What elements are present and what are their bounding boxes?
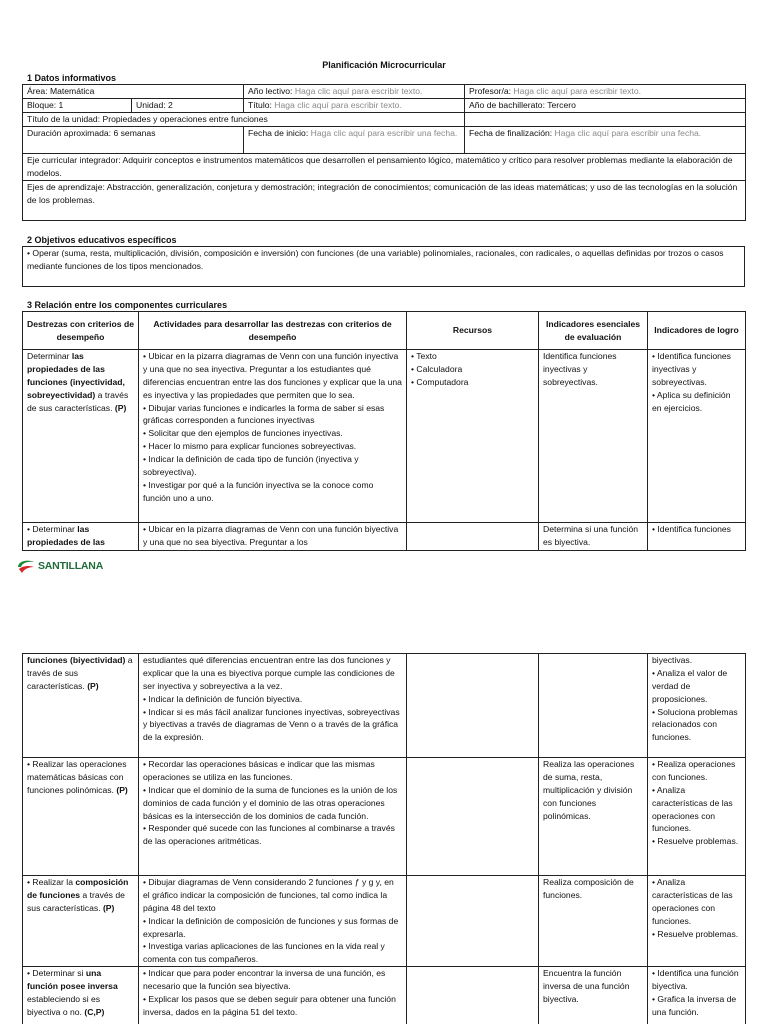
header-destrezas: Destrezas con criterios de desempeño: [23, 312, 139, 350]
actividades-cell: [139, 967, 407, 1024]
list-item: • Investiga varias aplicaciones de las funciones en la vida real y comenta con tus compañeros.: [143, 941, 385, 965]
logro-cell: [648, 876, 746, 967]
indicador-cell: [539, 654, 648, 758]
bloque-cell: Bloque: 1: [23, 99, 132, 113]
recursos-cell: [407, 967, 539, 1024]
table-row: [23, 758, 746, 876]
indicador-cell: Determina si una función es biyectiva.: [539, 523, 648, 551]
duracion-cell: Duración aproximada: 6 semanas: [23, 126, 244, 153]
list-item: • Dibujar varias funciones e indicarles la forma de saber si esas gráficas corresponden a funciones inyectivas: [143, 402, 385, 426]
list-item: • Responder qué sucede con las funciones al combinarse a través de las operaciones aritméticas.: [143, 823, 395, 847]
list-item: • Soluciona problemas relacionados con funciones.: [652, 706, 738, 743]
bachillerato-cell: Año de bachillerato: Tercero: [465, 99, 746, 113]
logro-cell: [648, 350, 746, 523]
profesor-cell[interactable]: Profesor/a: Haga clic aquí para escribir texto.: [465, 85, 746, 99]
list-item: biyectivas.: [652, 655, 693, 665]
santillana-logo-icon: [16, 558, 36, 576]
list-item: • Indicar si es más fácil analizar funciones inyectivas, sobreyectivas y biyectivas a través de diagramas de Venn o a través de la gráfica de la expresión.: [143, 706, 400, 743]
section-2-heading: 2 Objetivos educativos específicos: [27, 235, 177, 245]
list-item: • Recordar las operaciones básicas e indicar que las mismas operaciones se utiliza en las funciones.: [143, 759, 375, 782]
table-row: [23, 654, 746, 758]
list-item: • Indicar la definición de cada tipo de función (inyectiva y sobreyectiva).: [143, 454, 359, 478]
indicador-cell: Realiza composición de funciones.: [539, 876, 648, 967]
list-item: • Solicitar que den ejemplos de funciones inyectivas.: [143, 428, 343, 439]
list-item: • Ubicar en la pizarra diagramas de Venn con una función inyectiva y una que no sea inyectiva. Preguntar a los estudiantes qué diferencias encuentran entre las dos funciones y explicar que la una es inyectiva y las propiedades que permiten que lo sea.: [143, 351, 402, 400]
ejes-aprendizaje-cell: Ejes de aprendizaje: Abstracción, generalización, conjetura y demostración; integración de conocimientos; comunicación de las ideas matemáticas; y uso de las tecnologías en la solución de los problemas.: [23, 180, 746, 220]
indicador-cell: Identifica funciones inyectivas y sobreyectivas.: [539, 350, 648, 523]
destreza-cell: • Determinar si una función posee inversa estableciendo si es biyectiva o no. (C,P): [23, 967, 139, 1024]
header-indicadores-logro: Indicadores de logro: [648, 312, 746, 350]
logro-cell: [648, 967, 746, 1024]
table-row: [23, 967, 746, 1024]
eje-curricular-cell: Eje curricular integrador: Adquirir conceptos e instrumentos matemáticos que desarrollen el pensamiento lógico, matemático y crítico para resolver problemas mediante la elaboración de modelos.: [23, 153, 746, 180]
list-item: • Resuelve problemas.: [652, 836, 739, 847]
document-title: Planificación Microcurricular: [322, 60, 446, 70]
section-3-heading: 3 Relación entre los componentes curriculares: [27, 300, 228, 310]
actividades-cell: [139, 876, 407, 967]
titulo-cell[interactable]: Título: Haga clic aquí para escribir texto.: [244, 99, 465, 113]
recursos-cell: [407, 758, 539, 876]
objetivo-cell: • Operar (suma, resta, multiplicación, división, composición e inversión) con funciones (de una variable) polinomiales, racionales, con radicales, o aquellas definidas por trozos o casos mediante funciones de los tipos mencionados.: [23, 247, 745, 287]
list-item: • Indicar la definición de función biyectiva.: [143, 693, 303, 704]
recursos-cell: [407, 876, 539, 967]
actividades-cell: [139, 758, 407, 876]
fecha-fin-field[interactable]: Haga clic aquí para escribir una fecha.: [554, 127, 702, 138]
indicador-cell: Encuentra la función inversa de una función biyectiva.: [539, 967, 648, 1024]
fecha-inicio-field[interactable]: Haga clic aquí para escribir una fecha.: [310, 127, 458, 138]
titulo-field[interactable]: Haga clic aquí para escribir texto.: [274, 100, 402, 110]
destreza-cell: funciones (biyectividad) a través de sus características. (P): [23, 654, 139, 758]
list-item: • Indicar que para poder encontrar la inversa de una función, es necesario que la función sea biyectiva.: [143, 968, 386, 992]
logro-cell: [648, 654, 746, 758]
santillana-logo-text: SANTILLANA: [38, 560, 104, 573]
recursos-cell: [407, 523, 539, 551]
header-actividades: Actividades para desarrollar las destrezas con criterios de desempeño: [139, 312, 407, 350]
list-item: • Identifica funciones inyectivas y sobreyectivas.: [652, 351, 731, 387]
anio-lectivo-cell[interactable]: Año lectivo: Haga clic aquí para escribir texto.: [244, 85, 465, 99]
header-recursos: Recursos: [407, 312, 539, 350]
list-item: • Indicar que el dominio de la suma de funciones es la unión de los dominios de cada función y el dominio de las otras operaciones básicas es la intersección de los dominios de cada función.: [143, 784, 398, 821]
list-item: • Texto: [411, 351, 437, 361]
profesor-field[interactable]: Haga clic aquí para escribir texto.: [513, 86, 641, 96]
actividades-cell: [139, 350, 407, 523]
list-item: • Calculadora: [411, 363, 463, 374]
objetivos-table: [22, 246, 745, 287]
table-row: [23, 876, 746, 967]
componentes-table: [22, 311, 746, 551]
list-item: • Analiza el valor de verdad de proposiciones.: [652, 667, 728, 704]
datos-informativos-table: [22, 84, 746, 221]
list-item: estudiantes qué diferencias encuentran entre las dos funciones y explicar que la una es biyectiva porque cumple las condiciones de ser inyectiva y sobreyectiva a la vez.: [143, 655, 395, 691]
list-item: • Investigar por qué a la función inyectiva se la conoce como función uno a uno.: [143, 479, 374, 503]
titulo-unidad-cell: Título de la unidad: Propiedades y operaciones entre funciones: [23, 113, 465, 127]
list-item: • Indicar la definición de composición de funciones y sus formas de expresarla.: [143, 915, 399, 939]
list-item: • Explicar los pasos que se deben seguir para obtener una función inversa, dados en la página 51 del texto.: [143, 994, 396, 1017]
header-indicadores-esenciales: Indicadores esenciales de evaluación: [539, 312, 648, 350]
area-cell: Área: Matemática: [23, 85, 244, 99]
recursos-cell: [407, 350, 539, 523]
logro-cell: • Identifica funciones: [648, 523, 746, 551]
componentes-table-continued: [22, 653, 746, 1024]
area-value: Matemática: [49, 86, 95, 96]
fecha-inicio-cell[interactable]: Fecha de inicio: Haga clic aquí para escribir una fecha.: [244, 126, 465, 153]
anio-lectivo-field[interactable]: Haga clic aquí para escribir texto.: [294, 86, 423, 96]
list-item: • Identifica una función biyectiva.: [652, 968, 739, 992]
list-item: • Aplica su definición en ejercicios.: [652, 389, 731, 413]
actividades-cell: • Ubicar en la pizarra diagramas de Venn con una función biyectiva y una que no sea biyectiva. Preguntar a los: [139, 523, 407, 551]
recursos-cell: [407, 654, 539, 758]
table-row: [23, 523, 746, 551]
fecha-fin-cell[interactable]: Fecha de finalización: Haga clic aquí para escribir una fecha.: [465, 126, 746, 153]
santillana-logo: [16, 558, 103, 576]
destreza-cell: • Determinar las propiedades de las: [23, 523, 139, 551]
list-item: • Hacer lo mismo para explicar funciones sobreyectivas.: [143, 441, 357, 452]
list-item: • Realiza operaciones con funciones.: [652, 759, 736, 782]
list-item: • Analiza características de las operaciones con funciones.: [652, 784, 733, 834]
list-item: • Resuelve problemas.: [652, 928, 739, 939]
list-item: • Grafica la inversa de una función.: [652, 994, 737, 1017]
table-row: [23, 350, 746, 523]
unidad-cell: Unidad: 2: [132, 99, 244, 113]
list-item: • Analiza características de las operaciones con funciones.: [652, 877, 733, 926]
actividades-cell: [139, 654, 407, 758]
list-item: • Computadora: [411, 376, 469, 387]
destreza-cell: • Realizar la composición de funciones a través de sus características. (P): [23, 876, 139, 967]
destreza-cell: Determinar las propiedades de las funciones (inyectividad, sobreyectividad) a través de sus características. (P): [23, 350, 139, 523]
list-item: • Dibujar diagramas de Venn considerando 2 funciones ƒ y g y, en el gráfico indicar la composición de funciones, tal como indica la página 48 del texto: [143, 877, 394, 913]
section-1-heading: 1 Datos informativos: [27, 73, 117, 83]
logro-cell: [648, 758, 746, 876]
destreza-cell: • Realizar las operaciones matemáticas básicas con funciones polinómicas. (P): [23, 758, 139, 876]
indicador-cell: Realiza las operaciones de suma, resta, multiplicación y división con funciones polinómicas.: [539, 758, 648, 876]
empty-cell: [465, 113, 746, 127]
